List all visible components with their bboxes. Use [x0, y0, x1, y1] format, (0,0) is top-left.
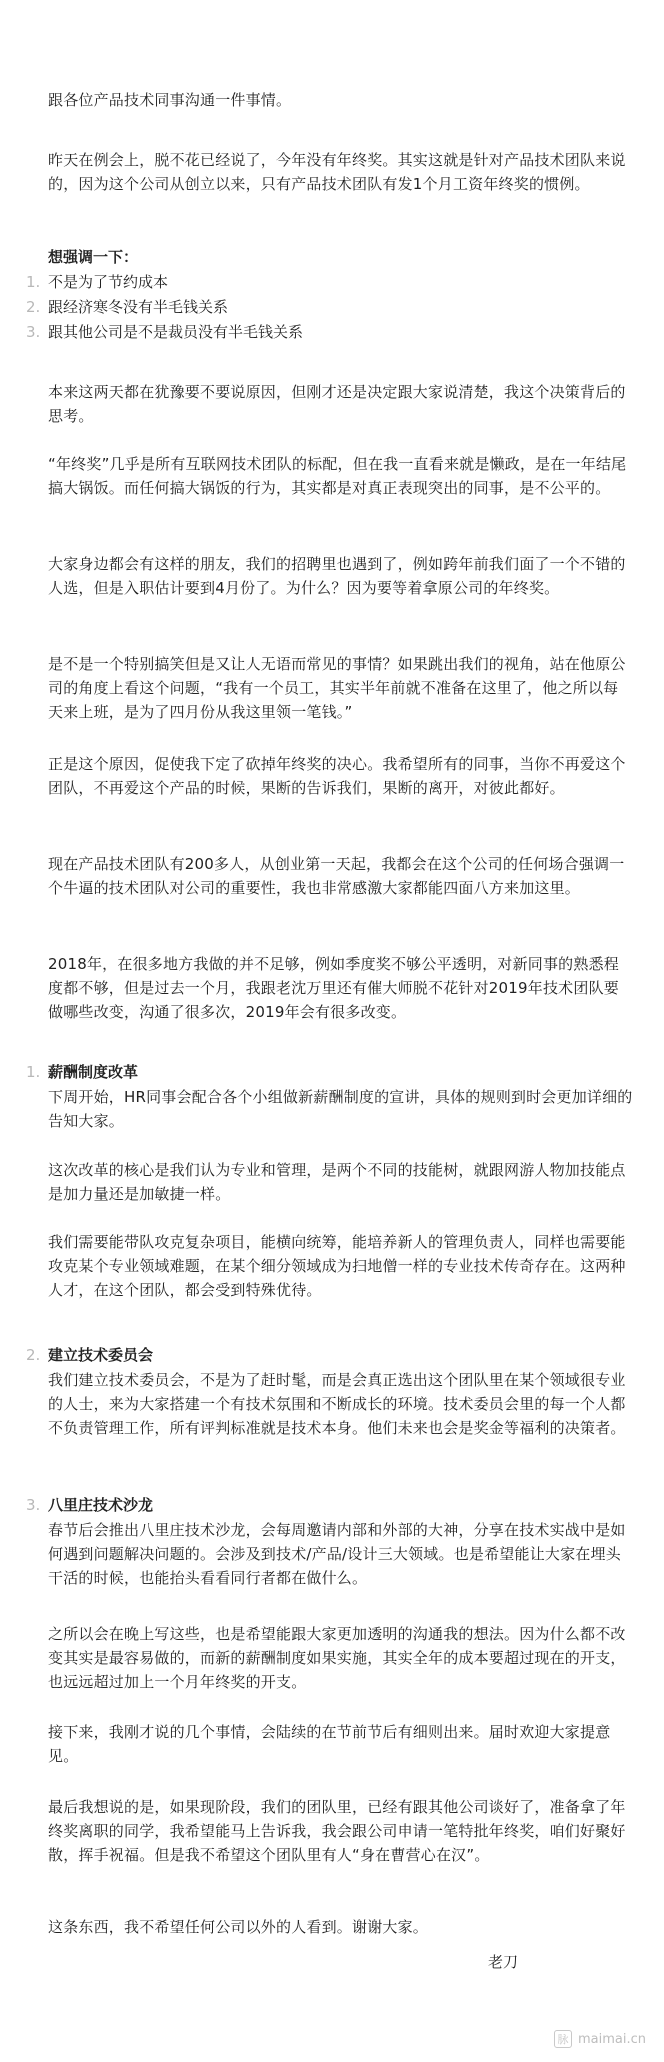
paragraph-hiring-example: 大家身边都会有这样的朋友，我们的招聘里也遇到了，例如跨年前我们面了一个不错的人选，但是入职估计要到4月份了。为什么？因为要等着拿原公司的年终奖。 — [48, 555, 626, 597]
section-paragraph: 我们需要能带队攻克复杂项目，能横向统筹，能培养新人的管理负责人，同样也需要能攻克某个专业领域难题，在某个细分领域成为扫地僧一样的专业技术传奇存在。这两种人才，在这个团队，都会受到特殊优待。 — [48, 1233, 626, 1299]
emphasis-item: 跟经济寒冬没有半毛钱关系 — [48, 298, 229, 316]
signature: 老刀 — [488, 1953, 519, 1971]
section-title: 八里庄技术沙龙 — [48, 1496, 154, 1514]
section-paragraph: 这次改革的核心是我们认为专业和管理，是两个不同的技能树，就跟网游人物加技能点是加力量还是加敏捷一样。 — [48, 1161, 626, 1203]
section-number: 3. — [26, 1496, 41, 1514]
paragraph-confidential: 这条东西，我不希望任何公司以外的人看到。谢谢大家。 — [48, 1918, 429, 1936]
watermark-text: maimai.cn — [577, 2031, 646, 2047]
emphasis-item: 不是为了节约成本 — [48, 273, 169, 291]
section-title: 建立技术委员会 — [48, 1346, 154, 1364]
paragraph-closing-request: 最后我想说的是，如果现阶段，我们的团队里，已经有跟其他公司谈好了，准备拿了年终奖离职的同学，我希望能马上告诉我，我会跟公司申请一笔特批年终奖，咱们好聚好散，挥手祝福。但是我不希望这个团队里有人“身在曹营心在汉”。 — [48, 1798, 626, 1864]
paragraph-transparency: 之所以会在晚上写这些，也是希望能跟大家更加透明的沟通我的想法。因为什么都不改变其实是最容易做的，而新的薪酬制度如果实施，其实全年的成本要超过现在的开支，也远远超过加上一个月年终奖的开支。 — [48, 1625, 626, 1691]
section-paragraph: 下周开始，HR同事会配合各个小组做新薪酬制度的宣讲，具体的规则到时会更加详细的告知大家。 — [48, 1088, 633, 1130]
emphasis-item: 跟其他公司是不是裁员没有半毛钱关系 — [48, 323, 304, 341]
emphasis-heading: 想强调一下： — [48, 248, 139, 266]
section-paragraph: 春节后会推出八里庄技术沙龙，会每周邀请内部和外部的大神，分享在技术实战中是如何遇到问题解决问题的。会涉及到技术/产品/设计三大领域。也是希望能让大家在埋头干活的时候，也能抬头看看同行者都在做什么。 — [48, 1521, 626, 1587]
opening-line: 跟各位产品技术同事沟通一件事情。 — [48, 91, 292, 109]
paragraph-decision: 正是这个原因，促使我下定了砍掉年终奖的决心。我希望所有的同事，当你不再爱这个团队，不再爱这个产品的时候，果断的告诉我们，果断的离开，对彼此都好。 — [48, 755, 626, 797]
list-number: 3. — [26, 323, 41, 341]
paragraph-perspective: 是不是一个特别搞笑但是又让人无语而常见的事情？如果跳出我们的视角，站在他原公司的角度上看这个问题，“我有一个员工，其实半年前就不准备在这里了，他之所以每天来上班，是为了四月份从我这里领一笔钱。” — [48, 655, 626, 721]
watermark-logo-icon: 脉 — [554, 2030, 572, 2048]
list-number: 1. — [26, 273, 41, 291]
paragraph-team-size: 现在产品技术团队有200多人，从创业第一天起，我都会在这个公司的任何场合强调一个牛逼的技术团队对公司的重要性，我也非常感激大家都能四面八方来加这里。 — [48, 855, 625, 897]
section-paragraph: 我们建立技术委员会，不是为了赶时髦，而是会真正选出这个团队里在某个领域很专业的人士，来为大家搭建一个有技术氛围和不断成长的环境。技术委员会里的每一个人都不负责管理工作，所有评判标准就是技术本身。他们未来也会是奖金等福利的决策者。 — [48, 1371, 626, 1437]
paragraph-reason-intro: 本来这两天都在犹豫要不要说原因，但刚才还是决定跟大家说清楚，我这个决策背后的思考。 — [48, 383, 626, 425]
section-title: 薪酬制度改革 — [48, 1063, 139, 1081]
paragraph-lazy-policy: “年终奖”几乎是所有互联网技术团队的标配，但在我一直看来就是懒政，是在一年结尾搞大锅饭。而任何搞大锅饭的行为，其实都是对真正表现突出的同事，是不公平的。 — [48, 455, 627, 497]
section-number: 1. — [26, 1063, 41, 1081]
paragraph-next-steps: 接下来，我刚才说的几个事情，会陆续的在节前节后有细则出来。届时欢迎大家提意见。 — [48, 1723, 611, 1765]
watermark — [554, 2030, 646, 2048]
section-number: 2. — [26, 1346, 41, 1364]
paragraph-2018-review: 2018年，在很多地方我做的并不足够，例如季度奖不够公平透明，对新同事的熟悉程度都不够，但是过去一个月，我跟老沈万里还有催大师脱不花针对2019年技术团队要做哪些改变，沟通了很多次，2019年会有很多改变。 — [48, 955, 619, 1021]
list-number: 2. — [26, 298, 41, 316]
paragraph-year-end-bonus: 昨天在例会上，脱不花已经说了，今年没有年终奖。其实这就是针对产品技术团队来说的，因为这个公司从创立以来，只有产品技术团队有发1个月工资年终奖的惯例。 — [48, 151, 626, 193]
